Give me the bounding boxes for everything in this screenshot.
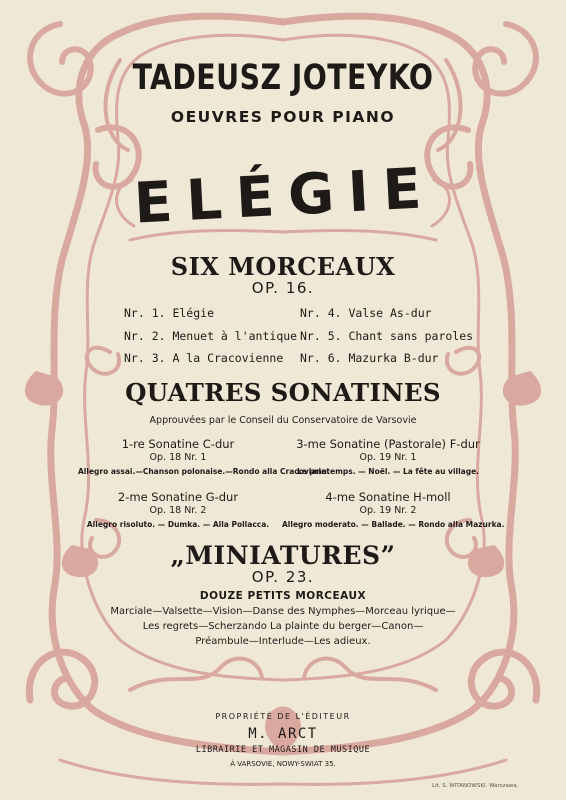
sonatine-4-title: 4-me Sonatine H-moll: [325, 490, 451, 504]
sonatine-1-movements: Allegro assai.—Chanson polonaise.—Rondo alla Cracoviana.: [78, 467, 330, 476]
piece-3: Nr. 3. A la Cracovienne: [124, 351, 284, 365]
sonatine-2-movements: Allegro risoluto. — Dumka. — Alla Pollacca.: [86, 520, 270, 529]
six-morceaux-heading: SIX MORCEAUX: [170, 252, 396, 281]
sonatine-3-movements: Le printemps. — Noël. — La fête au village.: [296, 467, 480, 476]
sonatine-1-title: 1-re Sonatine C-dur: [121, 437, 235, 451]
sonatines-approval: Approuvées par le Conseil du Conservatoire de Varsovie: [149, 415, 417, 426]
publisher-address: À VARSOVIE, NOWY-SWIAT 35.: [230, 760, 336, 768]
six-morceaux-opus: OP. 16.: [251, 279, 315, 297]
miniatures-opus: OP. 23.: [251, 568, 315, 586]
piece-4: Nr. 4. Valse As-dur: [300, 306, 432, 320]
sonatine-4-opus: Op. 19 Nr. 2: [359, 505, 417, 516]
sonatine-1-opus: Op. 18 Nr. 1: [149, 452, 207, 463]
sonatine-2-opus: Op. 18 Nr. 2: [149, 505, 207, 516]
miniatures-heading: „MINIATURES”: [170, 541, 396, 570]
piece-1: Nr. 1. Elégie: [124, 306, 215, 320]
sonatine-3-opus: Op. 19 Nr. 1: [359, 452, 417, 463]
miniatures-line-3: Préambule—Interlude—Les adieux.: [195, 636, 371, 647]
publisher-property-line: PROPRIÉTÉ DE L'ÉDITEUR: [215, 712, 351, 721]
composer-name: TADEUSZ JOTEYKO: [132, 58, 434, 98]
sonatines-heading: QUATRES SONATINES: [125, 378, 441, 407]
collection-subtitle: OEUVRES POUR PIANO: [170, 108, 396, 126]
miniatures-line-2: Les regrets—Scherzando La plainte du berger—Canon—: [142, 621, 424, 632]
sonatine-2-title: 2-me Sonatine G-dur: [117, 490, 239, 504]
miniatures-subheading: DOUZE PETITS MORCEAUX: [199, 590, 367, 602]
sonatine-3-title: 3-me Sonatine (Pastorale) F-dur: [296, 437, 480, 451]
miniatures-line-1: Marciale—Valsette—Vision—Danse des Nymphes—Morceau lyrique—: [110, 606, 456, 617]
piece-2: Nr. 2. Menuet à l'antique: [124, 329, 298, 343]
piece-5: Nr. 5. Chant sans paroles: [300, 329, 474, 343]
publisher-name: M. ARCT: [248, 726, 318, 742]
lithographer-credit: Lit. S. WITANOWSKI. Warszawa.: [432, 783, 519, 789]
piece-6: Nr. 6. Mazurka B-dur: [300, 351, 439, 365]
work-title: ELÉGIE: [132, 155, 437, 237]
publisher-description: LIBRAIRIE ET MAGASIN DE MUSIQUE: [195, 745, 371, 755]
sonatine-4-movements: Allegro moderato. — Ballade. — Rondo alla Mazurka.: [282, 520, 505, 529]
